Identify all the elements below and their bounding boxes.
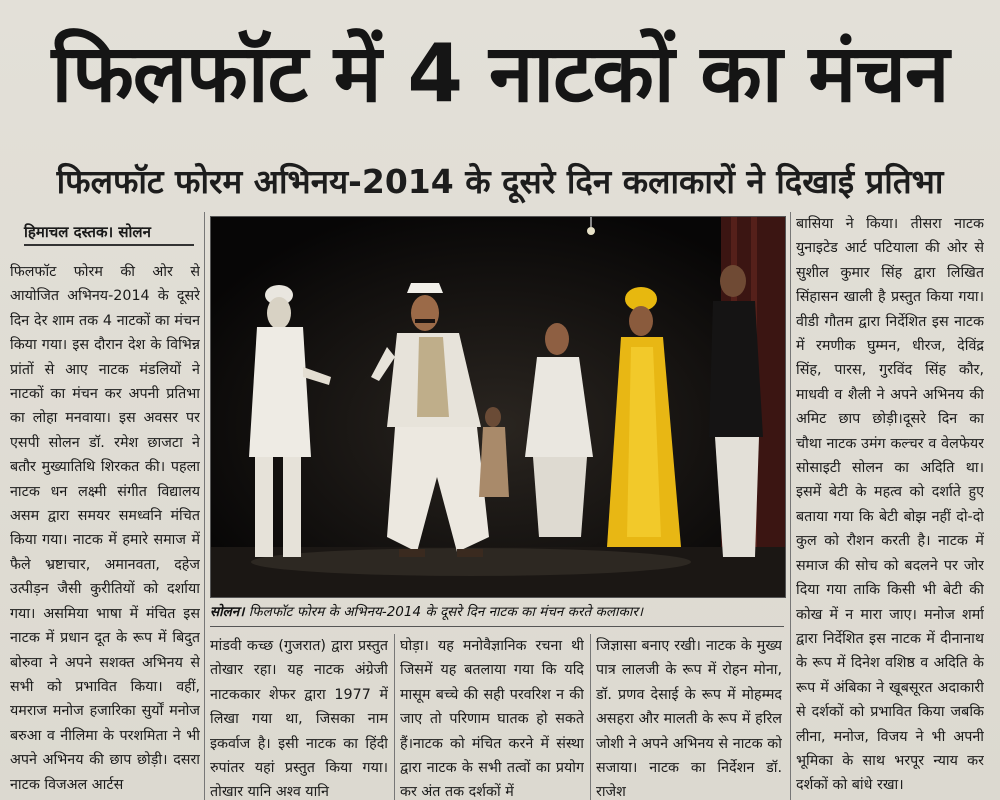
dateline: हिमाचल दस्तक। सोलन	[24, 220, 194, 246]
column-2-text: मांडवी कच्छ (गुजरात) द्वारा प्रस्तुत तोखार रहा। यह नाटक अंग्रेजी नाटककार शेफर द्वारा 1977 में लिखा गया था, जिसका नाम इकर्वाज है। इसी नाटक का हिंदी रुपांतर यहां प्रस्तुत किया गया। तोखार यानि अश्व यानि	[210, 638, 388, 800]
column-divider	[394, 634, 395, 800]
caption-place: सोलन।	[210, 604, 245, 620]
headline: फिलफॉट में 4 नाटकों का मंचन	[51, 27, 949, 120]
column-divider	[590, 634, 591, 800]
article-column-3	[400, 634, 584, 800]
column-divider	[790, 212, 791, 800]
subheadline: फिलफॉट फोरम अभिनय-2014 के दूसरे दिन कलाकारों ने दिखाई प्रतिभा	[56, 162, 944, 201]
column-1-text: फिलफॉट फोरम की ओर से आयोजित अभिनय-2014 के दूसरे दिन देर शाम तक 4 नाटकों का मंचन किया गया। इस दौरान देश के विभिन्न प्रांतों से आए नाटक मंडलियों ने नाटकों का मंचन कर अपनी प्रतिभा का लोहा मनवाया। इस अवसर पर एसपी सोलन डॉ. रमेश छाजटा ने बतौर मुख्यातिथि शिरकत की। पहला नाटक धन लक्ष्मी संगीत विद्यालय असम द्वारा समयर समध्वनि मंचित किया गया। नाटक में हमारे समाज में फैले भ्रष्टाचार, अमानवता, दहेज उत्पीड़न जैसी कुरीतियों को दर्शाया गया। असमिया भाषा में मंचित इस नाटक में प्रधान दूत के रूप में बिदुत बोरुवा ने अपने सशक्त अभिनय से सभी को प्रभावित किया। वहीं, यमराज मनोज हजारिका सुर्यों मनोज बरुआ व नीलिमा के परशमिता ने भी अपने अभिनय की छाप छोड़ी। दसरा नाटक विजअल आर्टस	[10, 264, 200, 793]
column-divider	[204, 212, 205, 800]
article-column-2	[210, 634, 388, 800]
stage-scene-illustration	[211, 217, 785, 597]
photo-caption	[210, 598, 784, 627]
article-column-1	[10, 260, 200, 800]
column-4-text: जिज्ञासा बनाए रखी। नाटक के मुख्य पात्र लालजी के रूप में रोहन मोना, डॉ. प्रणव देसाई के रूप में मोहम्मद असहरा और मालती के रूप में हरिल जोशी ने अपने अभिनय से नाटक को सजाया। नाटक का निर्देशन डॉ. राजेश	[596, 638, 782, 800]
caption-text: फिलफॉट फोरम के अभिनय-2014 के दूसरे दिन नाटक का मंचन करते कलाकार।	[248, 604, 643, 620]
news-photo	[210, 216, 786, 598]
article-column-5	[796, 212, 984, 800]
column-3-text: घोड़ा। यह मनोवैज्ञानिक रचना थी जिसमें यह बतलाया गया कि यदि मासूम बच्चे की सही परवरिश न की जाए तो परिणाम घातक हो सकते हैं।नाटक को मंचित करने में संस्था द्वारा नाटक के सभी तत्वों का प्रयोग कर अंत तक दर्शकों में	[400, 638, 584, 800]
column-5-text: बासिया ने किया। तीसरा नाटक युनाइटेड आर्ट पटियाला की ओर से सुशील कुमार सिंह द्वारा लिखित सिंहासन खाली है प्रस्तुत किया गया। वीडी गौतम द्वारा निर्देशित इस नाटक में रमणीक घुम्मन, धीरज, देविंद्र सिंह, पारस, गुरविंद सिंह कौर, माधवी व शैली ने अपने अभिनय की अमिट छाप छोड़ी।दूसरे दिन का चौथा नाटक उमंग कल्चर व वेलफेयर सोसाइटी सोलन का अदिति था। इसमें बेटी के महत्व को दर्शाते हुए बताया गया कि बेटी बोझ नहीं दो-दो कुल को रौशन करती है। नाटक में समाज की सोच को बदलने पर जोर दिया गया ताकि किसी भी बेटी की कोख में न मारा जाए। मनोज शर्मा द्वारा निर्देशित इस नाटक में दीनानाथ के रूप में दिनेश वशिष्ठ व अदिति के रूप में अंबिका ने खूबसूरत अदाकारी से दर्शकों को प्रभावित किया जबकि लीना, मनोज, विजय ने भी अपनी भूमिका के साथ भरपूर न्याय कर दर्शकों को बांधे रखा।	[796, 216, 984, 794]
article-column-4	[596, 634, 782, 800]
